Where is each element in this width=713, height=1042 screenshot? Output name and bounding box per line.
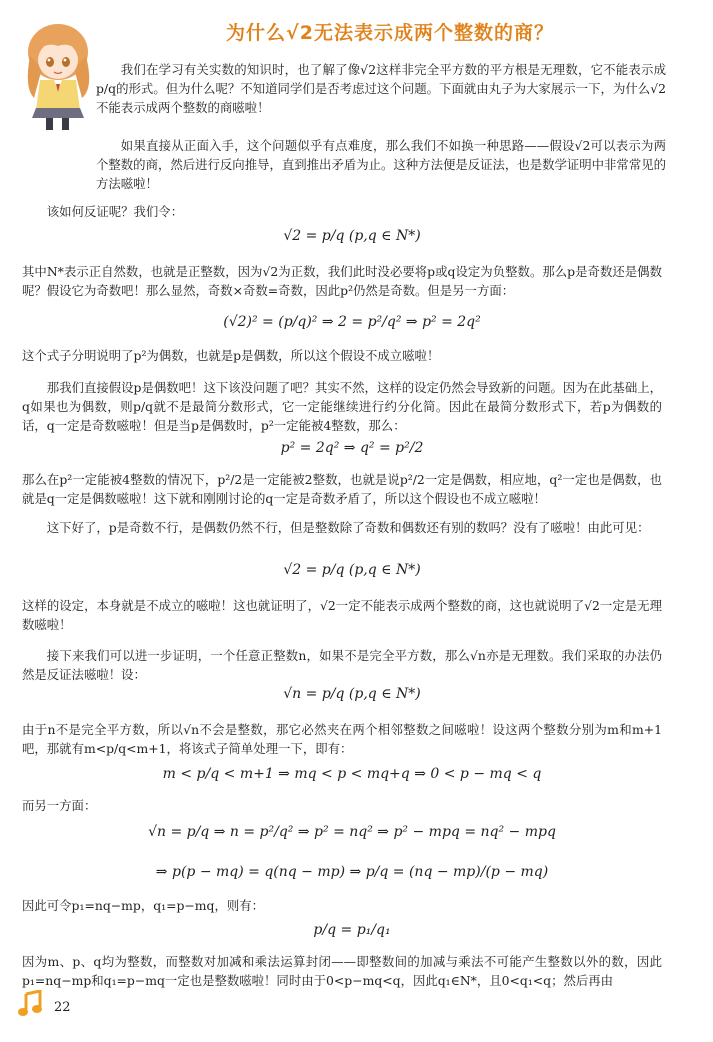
formula-factorization: ⇒ p(p − mq) = q(nq − mp) ⇒ p/q = (nq − mp)/(p − mq) bbox=[155, 864, 549, 880]
formula-reduced-fraction: p/q = p₁/q₁ bbox=[313, 922, 391, 938]
formula-sqrt-n-ratio: √n = p/q (p,q ∈ N*) bbox=[283, 686, 421, 702]
mascot-illustration bbox=[14, 18, 102, 130]
music-note-icon bbox=[16, 990, 46, 1018]
paragraph-between-integers: 由于n不是完全平方数，所以√n不会是整数，那它必然夹在两个相邻整数之间嗞啦！设这两个整数分别为m和m+1吧，那就有m<p/q<m+1，将该式子简单处理一下，即有： bbox=[22, 722, 662, 756]
paragraph-substitution: 因此可令p₁=nq−mp，q₁=p−mq，则有： bbox=[22, 898, 265, 913]
paragraph-intro: 我们在学习有关实数的知识时，也了解了像√2这样非完全平方数的平方根是无理数，它不能表示成p/q的形式。但为什么呢？不知道同学们是否考虑过这个问题。下面就由丸子为大家展示一下，为什么√2不能表示成两个整数的商嗞啦！ bbox=[96, 62, 666, 115]
formula-inequality-chain: m < p/q < m+1 ⇒ mq < p < mq+q ⇒ 0 < p − mq < q bbox=[162, 766, 542, 782]
paragraph-sqrt2-irrational: 这样的设定，本身就是不成立的嗞啦！这也就证明了，√2一定不能表示成两个整数的商，这也就说明了√2一定是无理数嗞啦！ bbox=[22, 598, 662, 632]
paragraph-conclusion-setup: 这下好了，p是奇数不行，是偶数仍然不行，但是整数除了奇数和偶数还有别的数吗？没有了嗞啦！由此可见： bbox=[46, 520, 650, 535]
paragraph-method: 如果直接从正面入手，这个问题似乎有点难度，那么我们不如换一种思路——假设√2可以表示为两个整数的商，然后进行反向推导，直到推出矛盾为止。这种方法便是反证法，也是数学证明中非常常见的方法嗞啦！ bbox=[96, 138, 666, 191]
formula-q-squared: p² = 2q² ⇒ q² = p²/2 bbox=[280, 440, 424, 456]
paragraph-general-case: 接下来我们可以进一步证明，一个任意正整数n，如果不是完全平方数，那么√n亦是无理数。我们采取的办法仍然是反证法嗞啦！设： bbox=[22, 648, 662, 682]
formula-sqrt-n-expansion: √n = p/q ⇒ n = p²/q² ⇒ p² = nq² ⇒ p² − mpq = nq² − mpq bbox=[148, 824, 556, 840]
formula-sqrt2-ratio-repeat: √2 = p/q (p,q ∈ N*) bbox=[283, 562, 421, 578]
formula-square-both-sides: (√2)² = (p/q)² ⇒ 2 = p²/q² ⇒ p² = 2q² bbox=[223, 314, 481, 330]
paragraph-odd-case: 其中N*表示正自然数，也就是正整数，因为√2为正数，我们此时没必要将p或q设定为负整数。那么p是奇数还是偶数呢？假设它为奇数吧！那么显然，奇数×奇数=奇数，因此p²仍然是奇数。但是另一方面： bbox=[22, 264, 662, 298]
paragraph-setup: 该如何反证呢？我们令： bbox=[46, 204, 184, 219]
paragraph-even-case: 那我们直接假设p是偶数吧！这下该没问题了吧？其实不然，这样的设定仍然会导致新的问题。因为在此基础上，q如果也为偶数，则p/q就不是最简分数形式，它一定能继续进行约分化简。因此在最简分数形式下，若p为偶数的话，q一定是奇数嗞啦！但是当p是偶数时，p²一定能被4整数，那么： bbox=[22, 380, 662, 433]
paragraph-even-contradiction: 那么在p²一定能被4整数的情况下，p²/2是一定能被2整数，也就是说p²/2一定是偶数，相应地，q²一定也是偶数，也就是q一定是偶数嗞啦！这下就和刚刚讨论的q一定是奇数矛盾了，所以这个假设也不成立嗞啦！ bbox=[22, 472, 662, 506]
paragraph-odd-contradiction: 这个式子分明说明了p²为偶数，也就是p是偶数，所以这个假设不成立嗞啦！ bbox=[22, 348, 440, 363]
paragraph-other-hand: 而另一方面： bbox=[22, 798, 97, 813]
page-number: 22 bbox=[54, 1000, 71, 1015]
formula-sqrt2-ratio: √2 = p/q (p,q ∈ N*) bbox=[283, 228, 421, 244]
page-title: 为什么√2无法表示成两个整数的商？ bbox=[226, 22, 554, 44]
paragraph-closure: 因为m、p、q均为整数，而整数对加减和乘法运算封闭——即整数间的加减与乘法不可能产生整数以外的数，因此p₁=nq−mp和q₁=p−mq一定也是整数嗞啦！同时由于0<p−mq<q，因此q₁∈N*，且0<q₁<q；然后再由 bbox=[22, 954, 662, 988]
